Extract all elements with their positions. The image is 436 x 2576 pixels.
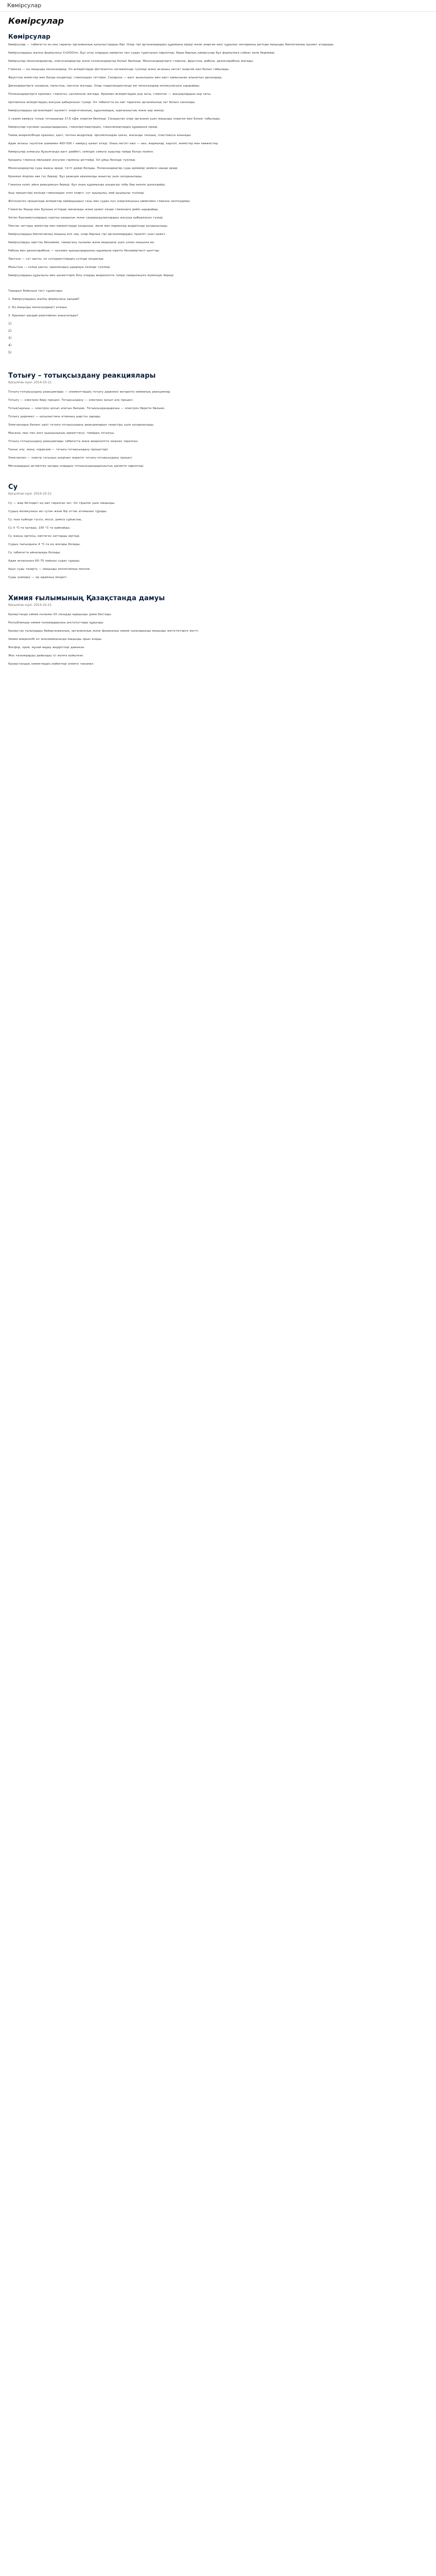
- paragraph: Тотығу-тотықсыздану реакциялары — элементтердің тотығу дәрежесі өзгеретін химиялық реакциялар.: [8, 391, 171, 394]
- paragraph: Гликоген бауыр мен бұлшық еттерде жиналады және қажет кезде глюкозаға дейін ыдырайды.: [8, 208, 159, 211]
- paragraph: Көмірсулардың құрылысы мен қасиеттерін білу оларды өнеркәсіпте тиімді пайдалануға мүмкіндік береді.: [8, 274, 175, 277]
- paragraph: Электролиз — электр тогының әсерінен жүретін тотығу-тотықсыздану процесі.: [8, 456, 133, 460]
- section-tests: [8, 287, 428, 367]
- paragraph: Полисахаридтерге крахмал, гликоген, целлюлоза жатады. Крахмал өсімдіктердің қор заты, гликоген — жануарлардың қор заты.: [8, 93, 212, 96]
- section-heading: Көмірсулар: [8, 33, 50, 40]
- sections-container: [8, 33, 428, 676]
- paragraph: 3. Крахмал қандай реактивпен анықталады?: [8, 314, 78, 317]
- paragraph: Көмірсулар нуклеин қышқылдарының, гликопротеидтердің, гликолипидтердің құрамына кіреді.: [8, 126, 159, 129]
- section-spacer: [8, 360, 428, 367]
- paragraph: Фотосинтез процесінде өсімдіктер көмірқышқыл газы мен судан күн энергиясының көмегімен глюкоза синтездейді.: [8, 200, 190, 203]
- paragraph: Ауыз суды тазарту — маңызды экологиялық мәселе.: [8, 568, 91, 571]
- paragraph: Крахмал йодпен көк түс береді. Бұл реакция крахмалды анықтау үшін қолданылады.: [8, 175, 143, 178]
- paragraph: Тотығу-тотықсыздану реакциялары табиғатта және өнеркәсіпте кеңінен таралған.: [8, 440, 138, 443]
- section-meta: Қосылған күні: 2014-10-21: [8, 492, 52, 496]
- paragraph: Тақырып бойынша тест сұрақтары:: [8, 290, 63, 293]
- section-meta: Қосылған күні: 2014-10-21: [8, 381, 52, 384]
- paragraph: Глюкоза күміс айна реакциясын береді, бұл оның құрамында альдегид тобы бар екенін дәлелдейді.: [8, 183, 166, 187]
- paragraph: Фосфор, хром, мұнай өңдеу өндірістері дамыған.: [8, 646, 85, 649]
- paragraph: Хитин буынаяқтылардың сыртқы қаңқасын және саңырауқұлақтардың жасуша қабырғасын түзеді.: [8, 216, 164, 219]
- paragraph: 2. Ең маңызды моносахаридті атаңыз.: [8, 306, 68, 309]
- section-su: [8, 483, 428, 589]
- paragraph: Рибоза мен дезоксирибоза — нуклеин қышқылдарының құрамына кіретін бескөміртекті қанттар.: [8, 249, 160, 252]
- paragraph: Судың молекуласы екі сутек және бір оттек атомынан тұрады.: [8, 510, 108, 513]
- paragraph: Электрондық баланс әдісі тотығу-тотықсыздану реакцияларын теңестіру үшін қолданылады.: [8, 423, 154, 427]
- section-meta: Қосылған күні: 2014-10-21: [8, 603, 52, 607]
- question-item: 5): [8, 351, 12, 354]
- paragraph: Мысалы: мыс пен азот қышқылының әрекеттесуі, темірдің тотығуы.: [8, 432, 115, 435]
- site-header: [0, 0, 436, 12]
- paragraph: Ашу процестері кезінде глюкозадан этил спирті, сүт қышқылы, май қышқылы түзіледі.: [8, 192, 145, 195]
- paragraph: Қазақстан ғалымдары бейорганикалық, органикалық және физикалық химия салаларында маңызды жетістіктерге жетті.: [8, 630, 199, 633]
- paragraph: Фруктоза жемістер мен балда кездеседі, глюкозадан тәттірек. Сахароза — қант қызылшасы мен қант қамысынан алынатын дисахарид.: [8, 76, 222, 79]
- paragraph: Лактоза — сүт қанты, ол сүтқоректілердің сүтінде кездеседі.: [8, 258, 104, 261]
- paragraph: Су 0 °C-та қатады, 100 °C-та қайнайды.: [8, 527, 71, 530]
- paragraph: Көмірсулардың биологиялық маңызы өте зор, олар барлық тірі организмдердің тіршілігі үшін қажет.: [8, 233, 166, 236]
- paragraph: Глюкоза — ең маңызды моносахарид. Ол өсімдіктерде фотосинтез нәтижесінде түзіледі және ағзаның негізгі энергия көзі болып табылады.: [8, 68, 230, 71]
- paragraph: Су таза күйінде түссіз, иіссіз, дәмсіз сұйықтық.: [8, 518, 82, 521]
- paragraph: Судың тығыздығы 4 °C-та ең жоғары болады.: [8, 543, 81, 546]
- site-header-title: Көмірсулар: [7, 2, 42, 9]
- paragraph: Дисахаридтерге сахароза, мальтоза, лактоза жатады. Олар гидролизденгенде екі моносахарид молекуласына ыдырайды.: [8, 84, 200, 88]
- paragraph: Мальтоза — солод қанты, крахмалдың ыдырауы кезінде түзіледі.: [8, 266, 111, 269]
- paragraph: Республикада химия ғылымдарының институттары құрылды.: [8, 621, 104, 624]
- paragraph: Көмірсулардың жалпы формуласы Cn(H2O)m. Бұл атау олардың көміртек пен судан тұратынын көрсетеді, бірақ барлық көмірсулар бұл формулаға сәйкес келе бермейді.: [8, 52, 275, 55]
- paragraph: 1 грамм көмірсу толық тотыққанда 17,6 кДж энергия бөлінеді. Сондықтан олар организм үшін маңызды энергия көзі болып табылады.: [8, 117, 221, 121]
- paragraph: Көмірсуларды зерттеу биохимия, тамақтану ғылымы және медицина үшін үлкен маңызға ие.: [8, 241, 155, 244]
- paragraph: Моносахаридтер суда жақсы ериді, тәтті дәмді болады. Полисахаридтер суда ерімейді немесе нашар ериді.: [8, 167, 179, 170]
- paragraph: Су табиғатта айналымда болады.: [8, 551, 61, 554]
- paragraph: Целлюлоза өсімдіктердің жасуша қабырғасын түзеді. Ол табиғатта ең көп таралған органикалық зат болып саналады.: [8, 101, 196, 104]
- paragraph: 1. Көмірсулардың жалпы формуласы қандай?: [8, 298, 80, 301]
- paragraph: Адам ағзасы тәулігіне шамамен 400–500 г көмірсу қажет етеді. Оның негізгі көзі — нан, жармалар, картоп, жемістер мен көкөністер.: [8, 142, 219, 145]
- paragraph: Қазақстанда химия ғылымы XX ғасырда қарқынды дами бастады.: [8, 613, 112, 616]
- question-item: 2): [8, 329, 12, 333]
- paragraph: Жас ғалымдарды дайындау ісі жолға қойылған.: [8, 654, 84, 657]
- article: [0, 12, 436, 676]
- question-item: 1): [8, 322, 12, 326]
- section-heading: Су: [8, 483, 18, 491]
- section-spacer: [8, 280, 428, 287]
- paragraph: Тамақ өнеркәсібінде крахмал, қант, патока өндіріледі. Целлюлозадан қағаз, жасанды талшық, пластмасса алынады.: [8, 134, 191, 137]
- paragraph: Су жақсы еріткіш, көптеген заттарды ерітеді.: [8, 535, 80, 538]
- section-heading: Тотығу – тотықсыздану реакциялары: [8, 372, 156, 380]
- paragraph: Тотығу — электрон беру процесі. Тотықсыздану — электрон қосып алу процесі.: [8, 399, 134, 402]
- paragraph: Тотығу дәрежесі — қосылыстағы атомның шартты заряды.: [8, 415, 101, 418]
- paragraph: Тыныс алу, жану, коррозия — тотығу-тотықсыздану процестері.: [8, 448, 109, 451]
- section-spacer: [8, 471, 428, 478]
- section-heading: Химия ғылымының Қазақстанда дамуы: [8, 595, 165, 602]
- paragraph: Көмірсулар моносахаридтер, олигосахаридтер және полисахаридтер болып бөлінеді. Моносахаридтерге глюкоза, фруктоза, рибоза, дезоксирибоза жатады.: [8, 60, 254, 63]
- paragraph: Су — жер бетіндегі ең көп таралған зат. Ол тіршілік үшін маңызды.: [8, 502, 115, 505]
- paragraph: Тотықтырғыш — электрон қосып алатын бөлшек. Тотықсыздандырғыш — электрон беретін бөлшек.: [8, 407, 166, 410]
- question-item: 4): [8, 344, 12, 347]
- paragraph: Қандағы глюкоза мөлшерін инсулин гормоны реттейді. Ол ұйқы безінде түзіледі.: [8, 159, 136, 162]
- section-kazakh: [8, 595, 428, 676]
- section-spacer: [8, 582, 428, 589]
- question-list: [8, 320, 428, 357]
- section-totygu: [8, 372, 428, 478]
- question-item: 3): [8, 336, 12, 340]
- paragraph: Көмірсулардың организмдегі қызметі: энергетикалық, құрылымдық, қорғаныштық және қор жинау.: [8, 109, 165, 112]
- page-title: Көмірсулар: [8, 16, 64, 26]
- paragraph: Адам ағзасының 60–70 пайызы судан тұрады.: [8, 560, 80, 563]
- paragraph: Металдардың активтілік қатары олардың тотықсыздандырғыштық қасиетін көрсетеді.: [8, 465, 144, 468]
- paragraph: Пектин заттары жемістер мен көкөністерде кездеседі, желе мен мармелад өндірісінде қолданылады.: [8, 225, 168, 228]
- section-spacer: [8, 669, 428, 676]
- paragraph: Химия өнеркәсібі ел экономикасында маңызды орын алады.: [8, 638, 102, 641]
- section-komirsular: [8, 33, 428, 287]
- paragraph: Қазақстандық химиктердің еңбектері әлемге танымал.: [8, 663, 94, 666]
- paragraph: Суды үнемдеу — әр адамның міндеті.: [8, 576, 67, 579]
- paragraph: Көмірсулар алмасуы бұзылғанда қант диабеті, семіздік сияқты аурулар пайда болуы мүмкін.: [8, 150, 154, 154]
- paragraph: Көмірсулар — табиғатта ең кең тараған органикалық қосылыстардың бірі. Олар тірі организмдердің құрамына кіреді және энергия көзі, құрылыс материалы ретінде маңызды биологиялық қызмет атқарады.: [8, 43, 335, 46]
